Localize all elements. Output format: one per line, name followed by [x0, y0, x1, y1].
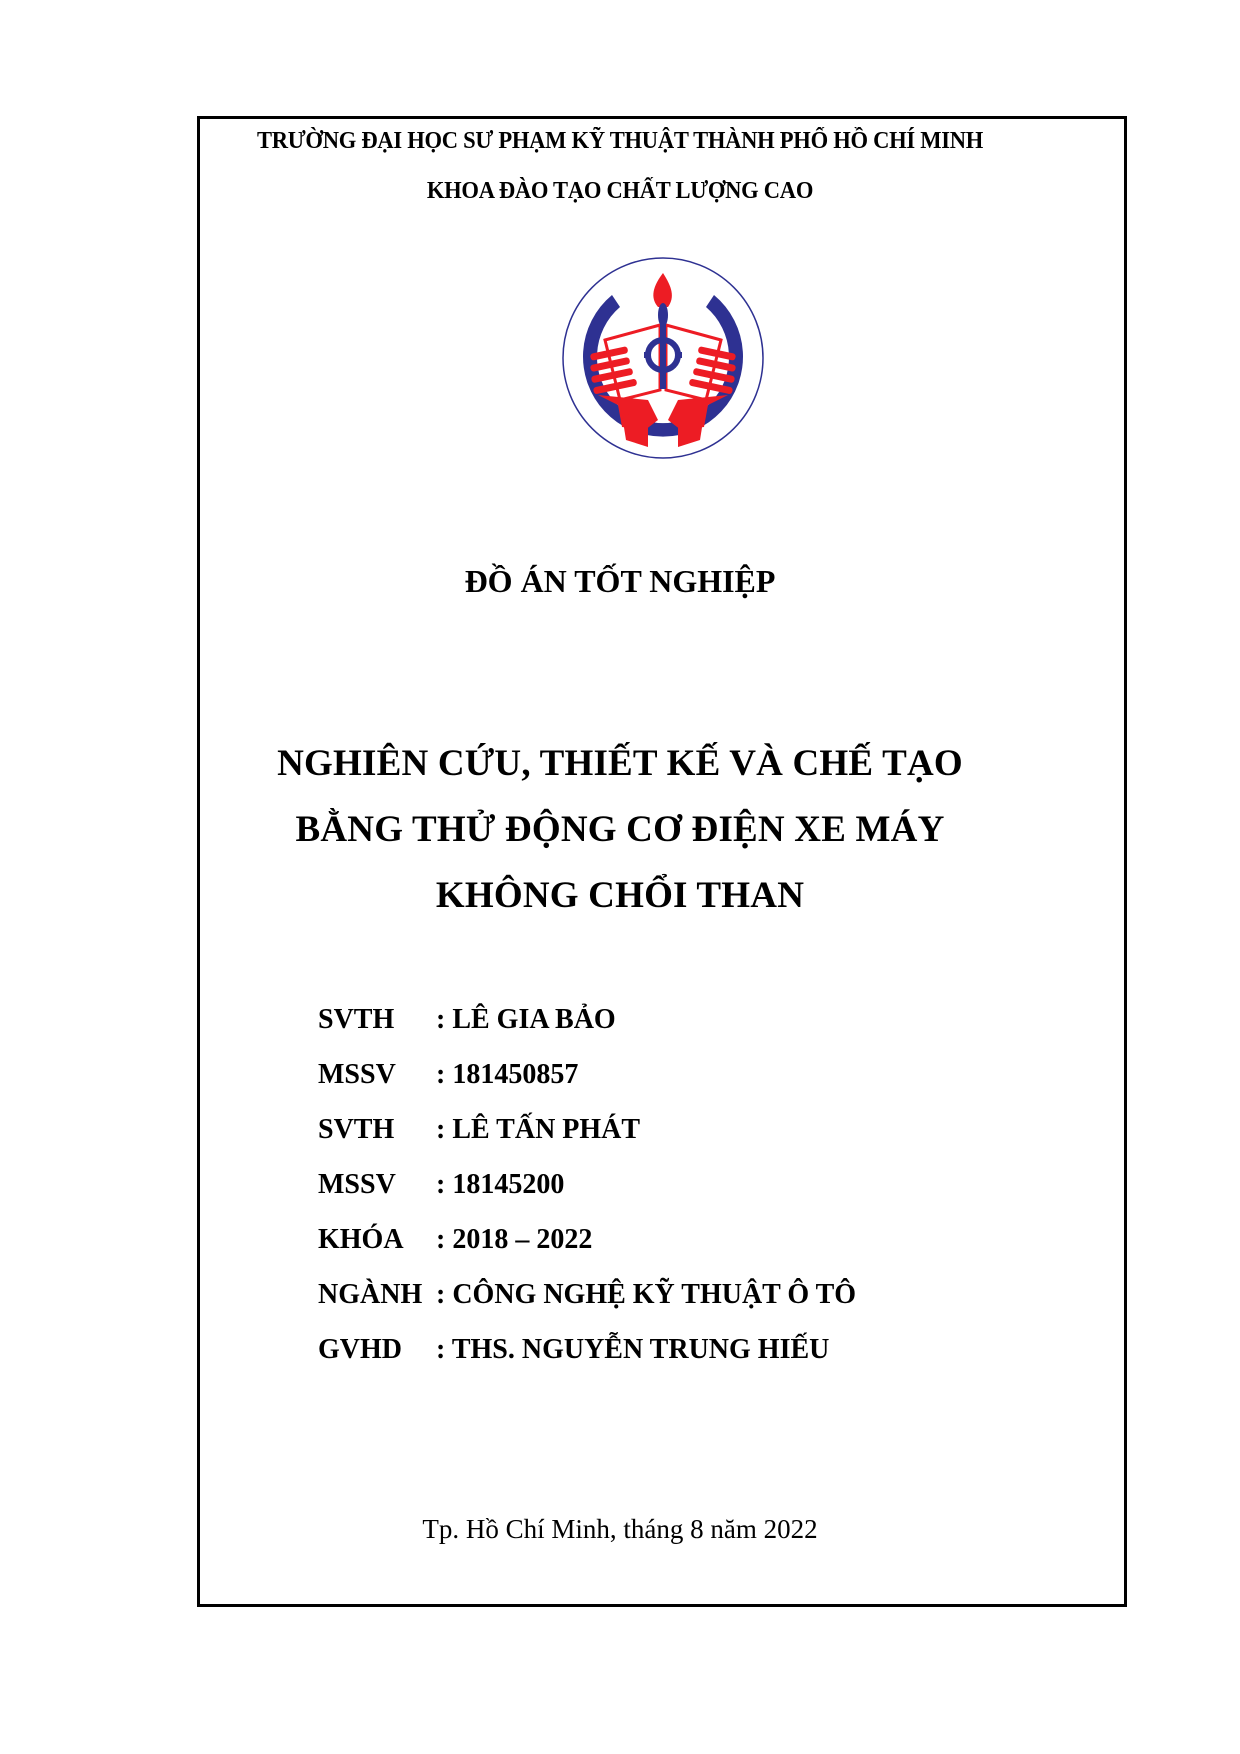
info-row-student-id — [318, 1169, 856, 1224]
info-label: MSSV — [318, 1059, 396, 1090]
info-label: NGÀNH — [318, 1279, 423, 1310]
info-row-major — [318, 1279, 856, 1334]
document-type: ĐỒ ÁN TỐT NGHIỆP — [464, 563, 776, 599]
info-value: : THS. NGUYỄN TRUNG HIẾU — [436, 1334, 830, 1365]
thesis-title-line: BẰNG THỬ ĐỘNG CƠ ĐIỆN XE MÁY — [295, 809, 945, 850]
place-and-date: Tp. Hồ Chí Minh, tháng 8 năm 2022 — [422, 1514, 818, 1544]
student-info-block — [318, 1004, 856, 1389]
info-label: MSSV — [318, 1169, 396, 1200]
faculty-name: KHOA ĐÀO TẠO CHẤT LƯỢNG CAO — [426, 178, 814, 204]
university-name: TRƯỜNG ĐẠI HỌC SƯ PHẠM KỸ THUẬT THÀNH PHỐ HỒ CHÍ MINH — [256, 128, 984, 154]
info-row-student-id — [318, 1059, 856, 1114]
info-row-course — [318, 1224, 856, 1279]
university-logo-icon — [560, 255, 766, 461]
info-label: GVHD — [318, 1334, 402, 1365]
info-label: KHÓA — [318, 1224, 404, 1255]
info-value: : 181450857 — [436, 1059, 579, 1090]
info-label: SVTH — [318, 1114, 395, 1145]
info-value: : CÔNG NGHỆ KỸ THUẬT Ô TÔ — [436, 1279, 857, 1310]
info-value: : 18145200 — [436, 1169, 565, 1200]
thesis-title-line: KHÔNG CHỔI THAN — [435, 875, 805, 916]
info-value: : LÊ TẤN PHÁT — [436, 1114, 641, 1145]
info-value: : 2018 – 2022 — [436, 1224, 593, 1255]
thesis-title-line: NGHIÊN CỨU, THIẾT KẾ VÀ CHẾ TẠO — [277, 743, 963, 784]
info-value: : LÊ GIA BẢO — [436, 1004, 616, 1035]
info-row-supervisor — [318, 1334, 856, 1389]
info-row-student — [318, 1114, 856, 1169]
info-label: SVTH — [318, 1004, 395, 1035]
info-row-student — [318, 1004, 856, 1059]
